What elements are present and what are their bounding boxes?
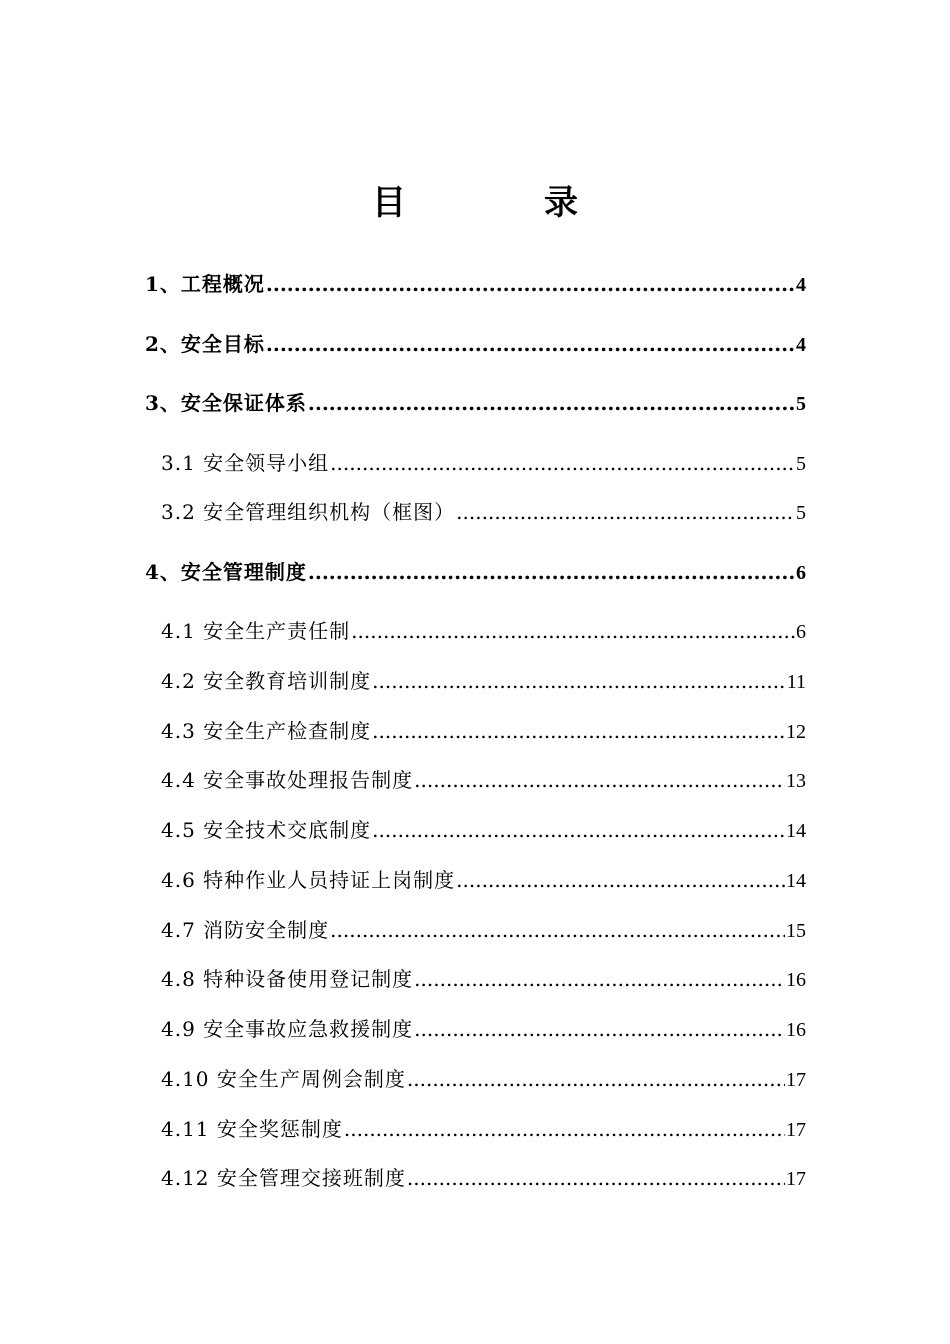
toc-entry-page: 17 xyxy=(786,1119,806,1141)
dot-leader xyxy=(456,867,785,893)
dot-leader xyxy=(308,390,795,416)
dot-leader xyxy=(330,917,785,943)
dot-leader xyxy=(414,1016,785,1042)
toc-entry-page: 5 xyxy=(796,502,806,524)
dot-leader xyxy=(308,559,795,585)
toc-entry-page: 5 xyxy=(796,393,806,415)
toc-entry-4-4[interactable] xyxy=(161,767,806,794)
dot-leader xyxy=(372,718,785,744)
toc-entry-label: 4.12 安全管理交接班制度 xyxy=(161,1166,406,1190)
toc-entry-4-5[interactable] xyxy=(161,817,806,844)
toc-entry-label: 4.7 消防安全制度 xyxy=(161,918,330,942)
toc-entry-page: 6 xyxy=(796,621,806,643)
toc-entry-4-9[interactable] xyxy=(161,1016,806,1043)
toc-entry-label: 3.2 安全管理组织机构（框图） xyxy=(161,500,456,524)
toc-entry-4-10[interactable] xyxy=(161,1066,806,1093)
toc-entry-3-2[interactable] xyxy=(161,499,806,526)
toc-entry-label: 4.4 安全事故处理报告制度 xyxy=(161,768,414,792)
toc-entry-label: 4.8 特种设备使用登记制度 xyxy=(161,967,414,991)
toc-entry-4-1[interactable] xyxy=(161,618,806,645)
toc-entry-label: 4.9 安全事故应急救援制度 xyxy=(161,1017,414,1041)
toc-entry-page: 5 xyxy=(796,453,806,475)
dot-leader xyxy=(330,450,795,476)
dot-leader xyxy=(344,1116,785,1142)
toc-entry-label: 1、工程概况 xyxy=(145,272,265,296)
toc-entry-2[interactable] xyxy=(145,331,806,358)
toc-entry-label: 4.6 特种作业人员持证上岗制度 xyxy=(161,868,456,892)
toc-entry-4-6[interactable] xyxy=(161,867,806,894)
dot-leader xyxy=(407,1165,785,1191)
dot-leader xyxy=(414,767,785,793)
toc-entry-page: 16 xyxy=(786,969,806,991)
toc-entry-4-12[interactable] xyxy=(161,1165,806,1192)
toc-entry-label: 2、安全目标 xyxy=(145,332,265,356)
toc-entry-4-2[interactable] xyxy=(161,668,806,695)
toc-entry-label: 4.2 安全教育培训制度 xyxy=(161,669,372,693)
toc-entry-4-7[interactable] xyxy=(161,917,806,944)
dot-leader xyxy=(266,271,795,297)
toc-entry-page: 6 xyxy=(796,562,806,584)
toc-entry-page: 14 xyxy=(786,870,806,892)
toc-entry-page: 14 xyxy=(786,820,806,842)
toc-entry-page: 17 xyxy=(786,1069,806,1091)
toc-entry-4-8[interactable] xyxy=(161,966,806,993)
dot-leader xyxy=(266,331,795,357)
toc-entry-3[interactable] xyxy=(145,390,806,417)
toc-entry-label: 4、安全管理制度 xyxy=(145,560,307,584)
toc-entry-page: 12 xyxy=(786,721,806,743)
dot-leader xyxy=(456,499,795,525)
toc-entry-label: 4.11 安全奖惩制度 xyxy=(161,1117,343,1141)
toc-entry-4[interactable] xyxy=(145,559,806,586)
toc-entry-page: 13 xyxy=(786,770,806,792)
toc-entry-page: 4 xyxy=(796,274,806,296)
toc-entry-label: 4.1 安全生产责任制 xyxy=(161,619,351,643)
toc-entry-4-3[interactable] xyxy=(161,718,806,745)
dot-leader xyxy=(351,618,795,644)
toc-entry-page: 17 xyxy=(786,1168,806,1190)
toc-entry-label: 3、安全保证体系 xyxy=(145,391,307,415)
toc-entry-page: 15 xyxy=(786,920,806,942)
page-title: 目 录 xyxy=(372,183,630,223)
toc-entry-4-11[interactable] xyxy=(161,1116,806,1143)
dot-leader xyxy=(407,1066,785,1092)
dot-leader xyxy=(414,966,785,992)
toc-entry-label: 4.5 安全技术交底制度 xyxy=(161,818,372,842)
toc-entry-page: 4 xyxy=(796,334,806,356)
dot-leader xyxy=(372,668,786,694)
toc-entry-label: 3.1 安全领导小组 xyxy=(161,451,330,475)
toc-entry-page: 11 xyxy=(786,671,806,693)
toc-entry-label: 4.3 安全生产检查制度 xyxy=(161,719,372,743)
toc-entry-1[interactable] xyxy=(145,271,806,298)
dot-leader xyxy=(372,817,785,843)
toc-entry-3-1[interactable] xyxy=(161,450,806,477)
toc-entry-page: 16 xyxy=(786,1019,806,1041)
toc-entry-label: 4.10 安全生产周例会制度 xyxy=(161,1067,406,1091)
